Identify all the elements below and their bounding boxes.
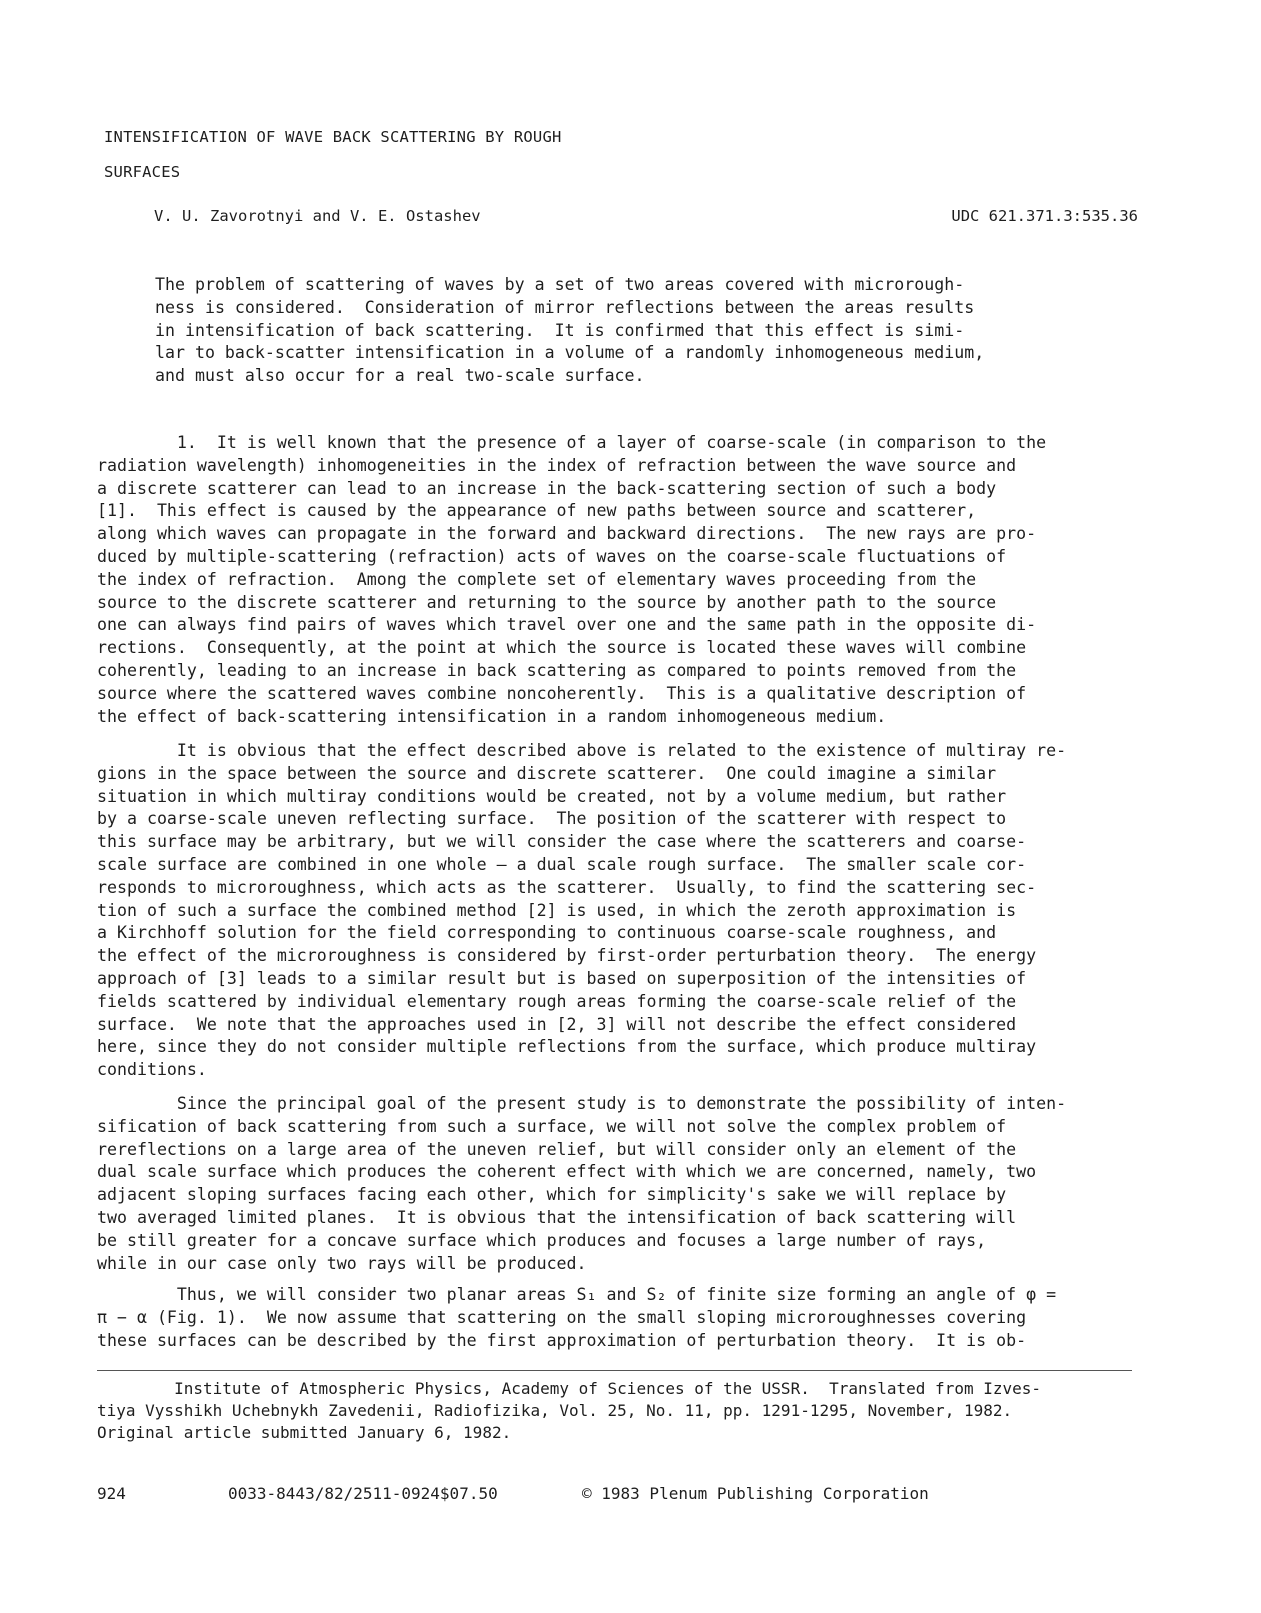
body-line: responds to microroughness, which acts as the scatterer. Usually, to find the scattering sec- bbox=[97, 877, 1037, 897]
body-line: the effect of back-scattering intensification in a random inhomogeneous medium. bbox=[97, 706, 887, 726]
body-line: approach of [3] leads to a similar result but is based on superposition of the intensities of bbox=[97, 968, 1027, 988]
body-line: scale surface are combined in one whole — a dual scale rough surface. The smaller scale cor- bbox=[97, 854, 1027, 874]
abstract-line: and must also occur for a real two-scale surface. bbox=[155, 366, 645, 386]
body-line: π − α (Fig. 1). We now assume that scattering on the small sloping microroughnesses covering bbox=[97, 1307, 1027, 1327]
abstract bbox=[155, 274, 1095, 388]
author-row bbox=[154, 207, 1138, 225]
body-line: a discrete scatterer can lead to an increase in the back-scattering section of such a body bbox=[97, 478, 997, 498]
footnote-line: Institute of Atmospheric Physics, Academy of Sciences of the USSR. Translated from Izves- bbox=[97, 1379, 1042, 1398]
body-line: conditions. bbox=[97, 1060, 207, 1080]
body-line: the effect of the microroughness is considered by first-order perturbation theory. The energy bbox=[97, 946, 1037, 966]
footnote-line: Original article submitted January 6, 1982. bbox=[97, 1423, 512, 1442]
body-line: a Kirchhoff solution for the field corresponding to continuous coarse-scale roughness, and bbox=[97, 923, 997, 943]
body-line: one can always find pairs of waves which travel over one and the same path in the opposite di- bbox=[97, 615, 1037, 635]
body-line: radiation wavelength) inhomogeneities in the index of refraction between the wave source and bbox=[97, 455, 1017, 475]
body-line: surface. We note that the approaches used in [2, 3] will not describe the effect considered bbox=[97, 1014, 1017, 1034]
body-line: source to the discrete scatterer and returning to the source by another path to the source bbox=[97, 592, 997, 612]
body-line: this surface may be arbitrary, but we will consider the case where the scatterers and coarse- bbox=[97, 832, 1027, 852]
body-line: adjacent sloping surfaces facing each other, which for simplicity's sake we will replace by bbox=[97, 1185, 1007, 1205]
body-line: situation in which multiray conditions would be created, not by a volume medium, but rather bbox=[97, 786, 1007, 806]
authors: V. U. Zavorotnyi and V. E. Ostashev bbox=[154, 207, 481, 225]
footnote bbox=[97, 1378, 1147, 1444]
body-line: by a coarse-scale uneven reflecting surface. The position of the scatterer with respect to bbox=[97, 809, 1007, 829]
body-line: dual scale surface which produces the coherent effect with which we are concerned, namely, two bbox=[97, 1162, 1037, 1182]
body-line: sification of back scattering from such a surface, we will not solve the complex problem of bbox=[97, 1116, 1007, 1136]
body-line: Since the principal goal of the present study is to demonstrate the possibility of inten- bbox=[97, 1094, 1067, 1113]
body-line: source where the scattered waves combine noncoherently. This is a qualitative description of bbox=[97, 683, 1027, 703]
abstract-line: in intensification of back scattering. It is confirmed that this effect is simi- bbox=[155, 320, 965, 340]
abstract-line: ness is considered. Consideration of mirror reflections between the areas results bbox=[155, 297, 975, 317]
body-line: be still greater for a concave surface which produces and focuses a large number of rays, bbox=[97, 1230, 987, 1250]
body-line: fields scattered by individual elementary rough areas forming the coarse-scale relief of the bbox=[97, 991, 1017, 1011]
body-line: Thus, we will consider two planar areas S₁ and S₂ of finite size forming an angle of φ = bbox=[97, 1285, 1057, 1304]
body-line: It is obvious that the effect described above is related to the existence of multiray re- bbox=[97, 741, 1067, 760]
body-line: along which waves can propagate in the forward and backward directions. The new rays are pro- bbox=[97, 524, 1037, 544]
body-line: two averaged limited planes. It is obvious that the intensification of back scattering will bbox=[97, 1207, 1017, 1227]
paragraph-4 bbox=[97, 1284, 1147, 1352]
body-line: the index of refraction. Among the complete set of elementary waves proceeding from the bbox=[97, 569, 977, 589]
paragraph-3 bbox=[97, 1093, 1147, 1275]
udc-code: UDC 621.371.3:535.36 bbox=[951, 207, 1138, 225]
body-line: here, since they do not consider multiple reflections from the surface, which produce multiray bbox=[97, 1037, 1037, 1057]
body-line: [1]. This effect is caused by the appearance of new paths between source and scatterer, bbox=[97, 501, 977, 521]
body-line: duced by multiple-scattering (refraction) acts of waves on the coarse-scale fluctuations of bbox=[97, 546, 1007, 566]
paragraph-1 bbox=[97, 432, 1147, 728]
paper-title-line-2: SURFACES bbox=[104, 163, 181, 181]
body-line: 1. It is well known that the presence of a layer of coarse-scale (in comparison to the bbox=[97, 433, 1047, 452]
page-number: 924 bbox=[97, 1484, 126, 1503]
abstract-line: lar to back-scatter intensification in a volume of a randomly inhomogeneous medium, bbox=[155, 343, 985, 363]
body-line: while in our case only two rays will be produced. bbox=[97, 1253, 587, 1273]
body-line: rereflections on a large area of the uneven relief, but will consider only an element of the bbox=[97, 1139, 1017, 1159]
paragraph-2 bbox=[97, 740, 1147, 1082]
body-line: these surfaces can be described by the first approximation of perturbation theory. It is ob- bbox=[97, 1330, 1027, 1350]
body-line: tion of such a surface the combined method [2] is used, in which the zeroth approximation is bbox=[97, 900, 1017, 920]
footnote-line: tiya Vysshikh Uchebnykh Zavedenii, Radiofizika, Vol. 25, No. 11, pp. 1291-1295, November, 1982. bbox=[97, 1401, 1013, 1420]
copyright-notice: © 1983 Plenum Publishing Corporation bbox=[582, 1484, 929, 1503]
paper-title-line-1: INTENSIFICATION OF WAVE BACK SCATTERING BY ROUGH bbox=[104, 128, 562, 146]
price-code: 0033-8443/82/2511-0924$07.50 bbox=[228, 1484, 498, 1503]
body-line: gions in the space between the source and discrete scatterer. One could imagine a similar bbox=[97, 763, 997, 783]
body-line: coherently, leading to an increase in back scattering as compared to points removed from the bbox=[97, 660, 1017, 680]
abstract-line: The problem of scattering of waves by a set of two areas covered with microrough- bbox=[155, 275, 965, 294]
body-line: rections. Consequently, at the point at which the source is located these waves will combine bbox=[97, 638, 1027, 658]
footnote-divider bbox=[97, 1370, 1132, 1371]
